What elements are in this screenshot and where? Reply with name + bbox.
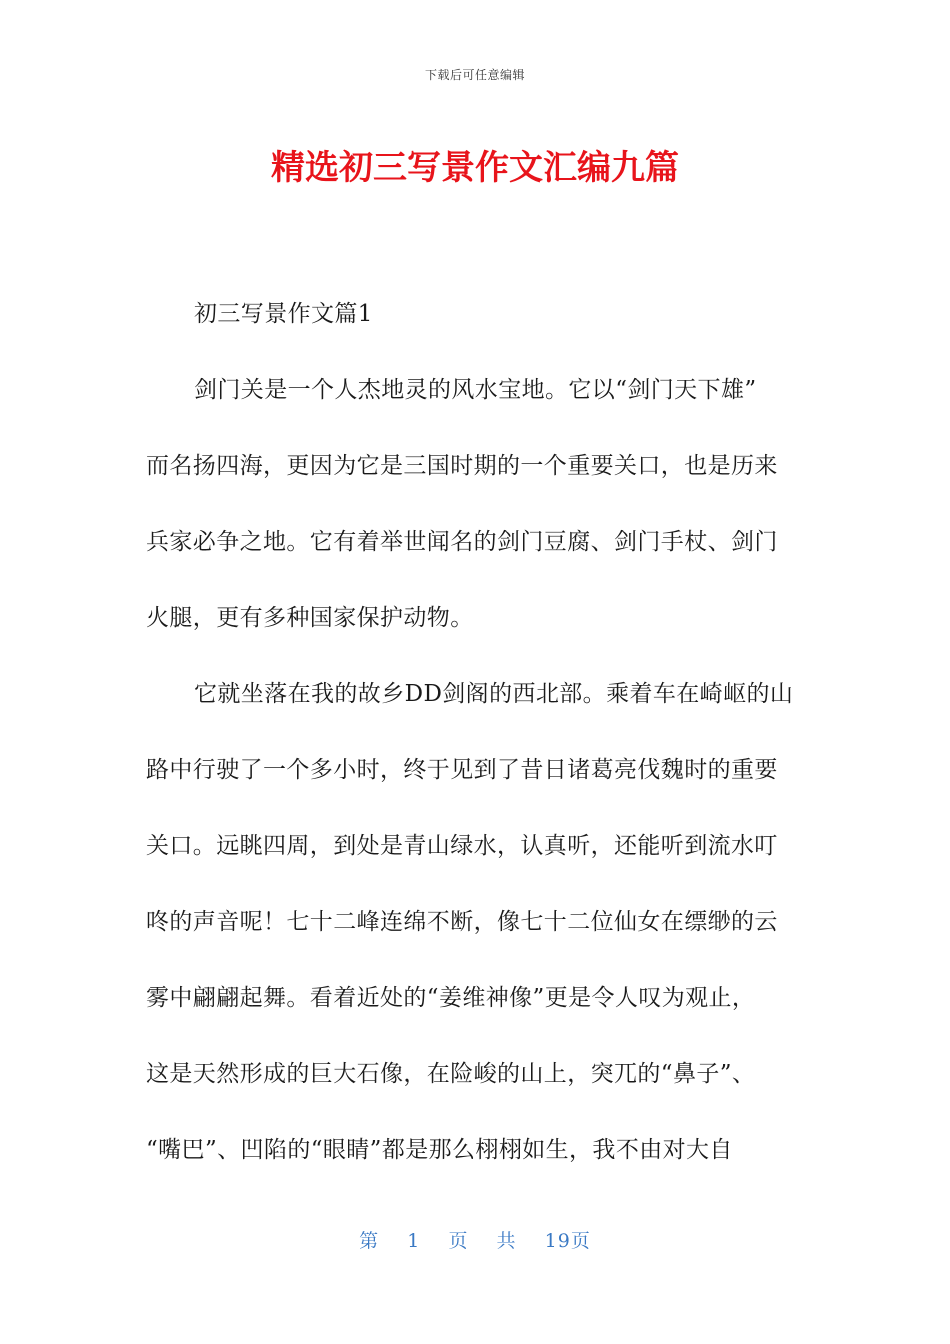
footer-prefix: 第 bbox=[359, 1230, 380, 1252]
paragraph-line: 这是天然形成的巨大石像，在险峻的山上，突兀的“鼻子”、 bbox=[146, 1061, 756, 1087]
paragraph-line: 关口。远眺四周，到处是青山绿水，认真听，还能听到流水叮 bbox=[146, 833, 778, 859]
document-title: 精选初三写景作文汇编九篇 bbox=[271, 148, 679, 188]
header-note: 下载后可任意编辑 bbox=[424, 68, 525, 82]
paragraph-line: “嘴巴”、凹陷的“眼睛”都是那么栩栩如生，我不由对大自 bbox=[146, 1137, 733, 1163]
paragraph-line: 剑门关是一个人杰地灵的风水宝地。它以“剑门天下雄” bbox=[194, 377, 757, 403]
section-heading-text: 初三写景作文篇1 bbox=[194, 301, 373, 327]
paragraph-line: 它就坐落在我的故乡DD剑阁的西北部。乘着车在崎岖的山 bbox=[194, 681, 794, 707]
document-body bbox=[146, 276, 806, 1188]
paragraph-line: 雾中翩翩起舞。看着近处的“姜维神像”更是令人叹为观止， bbox=[146, 985, 756, 1011]
paragraph-line: 火腿，更有多种国家保护动物。 bbox=[146, 605, 474, 631]
footer-total-label: 共 bbox=[496, 1230, 517, 1252]
total-page-count: 19 bbox=[544, 1230, 571, 1252]
section-heading bbox=[146, 276, 806, 352]
paragraph-2 bbox=[146, 656, 806, 1188]
paragraph-line: 而名扬四海，更因为它是三国时期的一个重要关口，也是历来 bbox=[146, 453, 778, 479]
paragraph-line: 路中行驶了一个多小时，终于见到了昔日诸葛亮伐魏时的重要 bbox=[146, 757, 778, 783]
page-footer bbox=[0, 1226, 950, 1253]
footer-suffix: 页 bbox=[570, 1230, 591, 1252]
current-page-number: 1 bbox=[407, 1230, 421, 1252]
paragraph-line: 兵家必争之地。它有着举世闻名的剑门豆腐、剑门手杖、剑门 bbox=[146, 529, 778, 555]
paragraph-line: 咚的声音呢！七十二峰连绵不断，像七十二位仙女在缥缈的云 bbox=[146, 909, 778, 935]
paragraph-1 bbox=[146, 352, 806, 656]
footer-page-label: 页 bbox=[448, 1230, 469, 1252]
